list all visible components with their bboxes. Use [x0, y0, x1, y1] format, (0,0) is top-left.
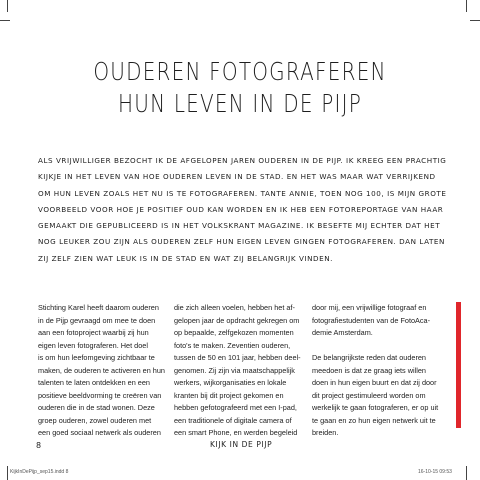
body-line: door mij, een vrijwillige fotograaf en	[312, 303, 427, 312]
body-line: werkers, wijkorganisaties en lokale	[174, 378, 287, 387]
body-line: doen in hun eigen buurt en dat zij door	[312, 378, 437, 387]
body-line: Stichting Karel heeft daarom ouderen	[38, 303, 159, 312]
accent-bar	[456, 302, 461, 428]
body-line: kranten bij dit project gekomen en	[174, 390, 284, 400]
body-line: op bepaalde, zelfgekozen momenten	[174, 328, 294, 337]
page-title	[48, 56, 432, 120]
body-line: te gaan en zo hun eigen netwerk uit te	[312, 415, 436, 425]
intro-line: ZIJ ZELF ZIEN WAT LEUK IS IN DE STAD EN WAT ZIJ BELANGRIJK VINDEN.	[38, 253, 333, 263]
body-line: De belangrijkste reden dat ouderen	[312, 353, 426, 362]
intro-line: KIJKJE IN HET LEVEN VAN HOE OUDEREN LEVEN IN DE STAD. EN HET WAS MAAR WAT VERRIJKEND	[38, 172, 436, 182]
body-line: maken, de ouderen te activeren en hun	[38, 365, 165, 375]
body-line: een goed sociaal netwerk als ouderen	[38, 428, 161, 437]
title-line-2: HUN LEVEN IN DE PIJP	[118, 89, 362, 118]
body-line: in de Pijp gevraagd om mee te doen	[38, 315, 156, 325]
title-line-1: OUDEREN FOTOGRAFEREN	[93, 57, 387, 86]
body-line: een traditionele of digitale camera of	[174, 415, 292, 425]
intro-line: NOG LEUKER ZOU ZIJN ALS OUDEREN ZELF HUN EIGEN LEVEN GINGEN FOTOGRAFEREN. DAN LATEN	[38, 237, 445, 247]
crop-mark-top-right	[466, 0, 467, 12]
body-line: genomen. Zij zijn via maatschappelijk	[174, 365, 295, 375]
body-line: dit project gestimuleerd worden om	[312, 390, 426, 400]
body-line: groep ouderen, zowel ouderen met	[38, 415, 152, 425]
crop-mark-top-left	[7, 0, 8, 12]
paragraph-gap	[312, 340, 444, 353]
body-line: fotografiestudenten van de FotoAca-	[312, 315, 431, 325]
body-line: foto's te maken. Zeventien ouderen,	[174, 340, 291, 350]
crop-mark-top-left-h	[0, 20, 10, 21]
slug-file: KijkInDePijp_sep15.indd 8	[10, 469, 69, 475]
body-line: eigen leven fotograferen. Het doel	[38, 340, 148, 350]
body-line: tussen de 50 en 101 jaar, hebben deel-	[174, 353, 301, 362]
body-line: positieve beeldvorming te creëren van	[38, 390, 162, 400]
crop-mark-bottom-left	[7, 466, 8, 480]
intro-line: OM HUN LEVEN ZOALS HET NU IS TE FOTOGRAFEREN. TANTE ANNIE, TOEN NOG 100, IS MIJN GROTE	[38, 188, 447, 198]
body-column-3	[312, 302, 444, 440]
body-line: demie Amsterdam.	[312, 328, 373, 337]
intro-line: VOORBEELD VOOR HOE JE POSITIEF OUD KAN WORDEN EN IK HEB EEN FOTOREPORTAGE VAN HAAR	[38, 204, 444, 214]
body-line: aan een fotoproject waarbij zij hun	[38, 328, 149, 337]
body-column-1	[38, 302, 170, 440]
intro-paragraph	[38, 153, 448, 267]
body-line: die zich alleen voelen, hebben het af-	[174, 303, 295, 312]
body-line: werkelijk te gaan fotograferen, er op uit	[312, 403, 439, 412]
crop-mark-top-right-h	[470, 20, 480, 21]
body-line: breiden.	[312, 428, 339, 437]
body-line: een smart Phone, en werden begeleid	[174, 428, 298, 437]
slug-timestamp: 16-10-15 09:53	[418, 469, 452, 475]
intro-line: GEMAAKT DIE GEPUBLICEERD IS IN HET VOLKSKRANT MAGAZINE. IK BESEFTE MIJ ECHTER DAT HET	[38, 221, 441, 231]
crop-mark-bottom-right	[466, 466, 467, 480]
page-number: 8	[36, 441, 42, 450]
body-line: talenten te laten ontdekken en een	[38, 378, 150, 387]
body-column-2	[174, 302, 306, 440]
body-line: ouderen die in de stad wonen. Deze	[38, 403, 155, 412]
body-line: meedoen is dat ze graag iets willen	[312, 365, 426, 375]
body-line: is om hun leefomgeving zichtbaar te	[38, 353, 155, 362]
intro-line: ALS VRIJWILLIGER BEZOCHT IK DE AFGELOPEN JAREN OUDEREN IN DE PIJP. IK KREEG EEN PRACHTIG	[38, 156, 447, 165]
running-title: KIJK IN DE PIJP	[210, 440, 273, 449]
body-line: hebben gefotografeerd met een I-pad,	[174, 403, 297, 412]
body-line: gelopen jaar de opdracht gekregen om	[174, 315, 300, 325]
